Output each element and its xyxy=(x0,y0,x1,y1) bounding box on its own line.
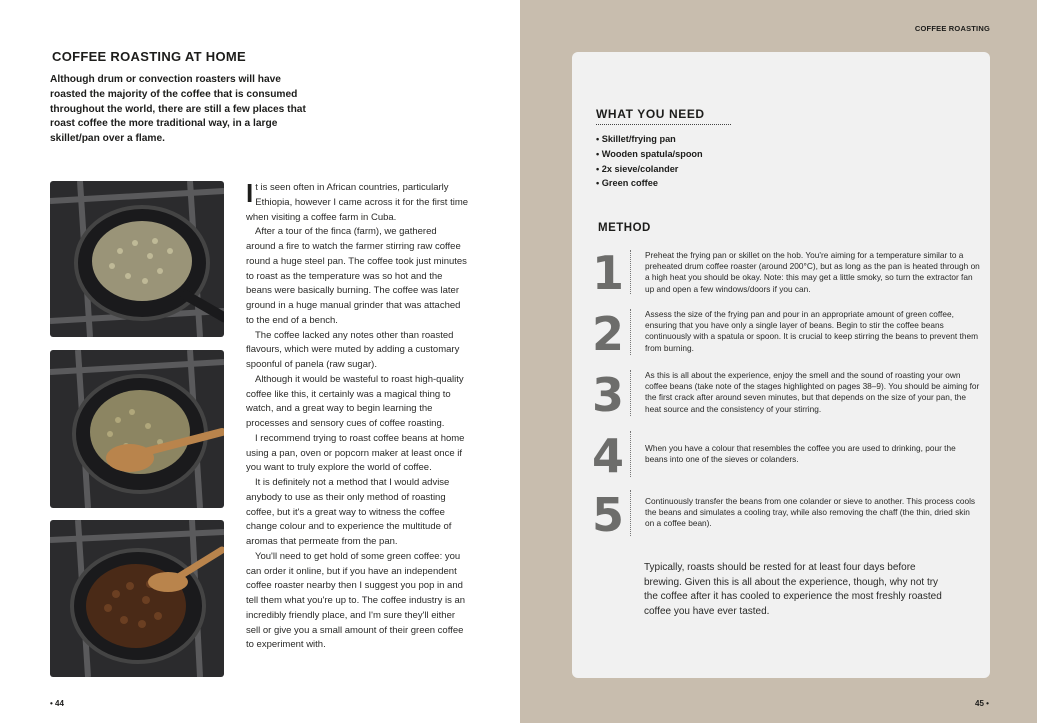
step-number: 4 xyxy=(592,429,625,483)
intro-paragraph: Although drum or convection roasters will have roasted the majority of the coffee that is consumed throughout the world, there are still a few places that roast coffee the more traditional way, in a large skillet/pan over a flame. xyxy=(50,74,306,145)
body-paragraph-3: The coffee lacked any notes other than roasted flavours, which were muted by adding a customary spoonful of panela (raw sugar). xyxy=(246,329,460,370)
step-text: When you have a colour that resembles the coffee you are used to drinking, pour the beans into one of the sieves or colanders. xyxy=(645,443,956,465)
photo-roasted-beans xyxy=(50,520,224,677)
closing-paragraph: Typically, roasts should be rested for at least four days before brewing. Given this is all about the experience, though, why not try the coffee after it has cooled to experience the most freshly roasted coffee you have ever tasted. xyxy=(644,562,942,617)
step-number: 5 xyxy=(592,488,625,542)
drop-cap: I xyxy=(246,178,254,208)
page-number-right: 45 • xyxy=(975,699,989,708)
list-item: • Green coffee xyxy=(596,178,658,189)
step-divider xyxy=(630,250,631,294)
running-head: COFFEE ROASTING xyxy=(914,24,990,33)
photo-stirring-beans xyxy=(50,350,224,508)
step-divider xyxy=(630,431,631,477)
step-number: 2 xyxy=(592,307,625,361)
page-number-left: • 44 xyxy=(50,699,64,708)
what-you-need-heading: WHAT YOU NEED xyxy=(596,107,731,125)
photo-green-beans xyxy=(50,181,224,337)
step-number: 1 xyxy=(592,246,625,300)
body-paragraph-6: It is definitely not a method that I would advise anybody to use as their only method of roasting coffee, but it's a great way to witness the coffee change colour and to experience the multitude of aromas that permeate from the pan. xyxy=(246,477,452,547)
step-text: Continuously transfer the beans from one colander or sieve to another. This process cools the beans and simulates a cooling tray, while also removing the chaff (the thin, dried skin on a coffee bean). xyxy=(645,496,976,529)
body-paragraph-7: You'll need to get hold of some green coffee: you can order it online, but if you have an independent coffee roaster nearby then I suggest you pop in and tell them what you're up to. The coffee industry is an incredibly friendly place, and I'm sure they'll either sell or give you a small amount of their green coffee to experiment with. xyxy=(246,550,466,651)
step-text: As this is all about the experience, enjoy the smell and the sound of roasting your own coffee beans (take note of the stages highlighted on pages 38–9). You should be aiming for the first crack after around seven minutes, but that depends on the size of your pan, the heat source and the consistency of your stirring. xyxy=(645,370,980,414)
step-divider xyxy=(630,490,631,536)
step-text: Assess the size of the frying pan and pour in an appropriate amount of green coffee, ensuring that you have only a single layer of beans. Begin to stir the coffee beans continuously with a spatula or spoon. It is crucial to keep stirring the beans to prevent them from burning. xyxy=(645,309,978,353)
body-paragraph-1: It is seen often in African countries, particularly Ethiopia, however I came across it for the first time when visiting a coffee farm in Cuba. xyxy=(246,178,469,223)
method-heading: METHOD xyxy=(598,222,651,234)
list-item: • Wooden spatula/spoon xyxy=(596,148,703,159)
list-item: • 2x sieve/colander xyxy=(596,163,679,174)
step-number: 3 xyxy=(592,368,625,422)
step-divider xyxy=(630,370,631,416)
step-text: Preheat the frying pan or skillet on the hob. You're aiming for a temperature similar to a preheated drum coffee roaster (around 200°C), but as long as the pan is heated through on a high heat you should be okay. Note: this may get a little smoky, so turn the extractor fan up and open a few windows/doors if you can. xyxy=(645,250,980,294)
body-text xyxy=(246,178,469,653)
step-divider xyxy=(630,309,631,355)
body-paragraph-2: After a tour of the finca (farm), we gathered around a fire to watch the farmer stirring raw coffee round a huge steel pan. The coffee took just minutes to roast as the temperature was so hot and the beans were basically burning. The coffee was later ground in a huge manual grinder that was attached to the end of a bench. xyxy=(246,226,467,326)
body-paragraph-5: I recommend trying to roast coffee beans at home using a pan, oven or popcorn maker at least once if you want to truly explore the world of coffee. xyxy=(246,432,465,474)
equipment-list xyxy=(596,132,703,191)
page-title: COFFEE ROASTING AT HOME xyxy=(52,49,246,64)
body-paragraph-4: Although it would be wasteful to roast high-quality coffee like this, it certainly was a magical thing to watch, and a great way to begin learning the processes and sensory cues of coffee roasting. xyxy=(246,373,464,429)
list-item: • Skillet/frying pan xyxy=(596,134,676,144)
